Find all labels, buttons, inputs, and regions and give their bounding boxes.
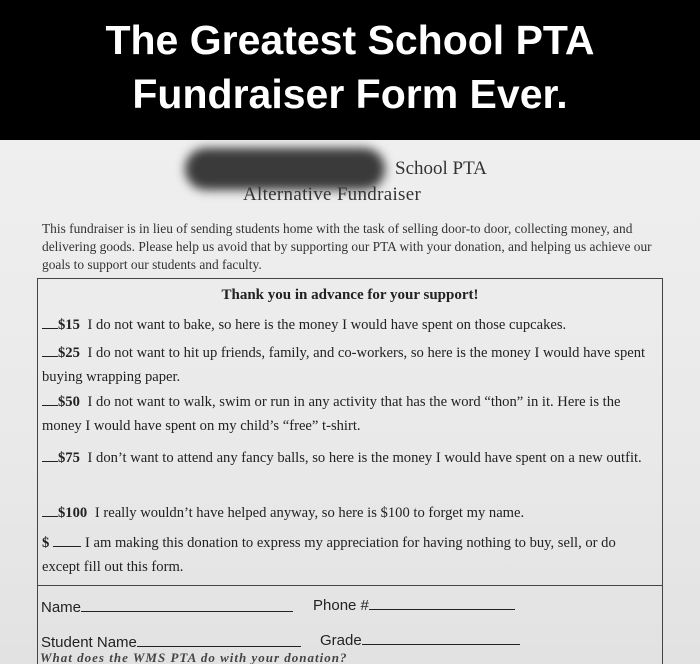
option-75[interactable] [42, 446, 652, 470]
custom-amount-blank[interactable] [53, 533, 81, 547]
form-header-school: School PTA [395, 158, 487, 179]
student-name-field[interactable] [41, 632, 301, 651]
grade-field[interactable] [320, 630, 520, 649]
option-100[interactable] [42, 501, 652, 525]
thanks-heading: Thank you in advance for your support! [221, 287, 479, 303]
option-text: I do not want to bake, so here is the money I would have spent on those cupcakes. [87, 317, 567, 333]
option-25[interactable] [42, 341, 652, 389]
form-intro-text: This fundraiser is in lieu of sending students home with the task of selling door-to door, collecting money, and delivering goods. Please help us avoid that by supporting our PTA with your donation, and helping us achieve our goals to support our students and faculty. [42, 221, 652, 272]
grade-label: Grade [320, 632, 362, 649]
student-name-label: Student Name [41, 634, 137, 651]
name-label: Name [41, 599, 82, 616]
option-amount: $75 [58, 450, 80, 466]
name-input-line[interactable] [81, 597, 293, 612]
banner-title-line-1: The Greatest School PTA [105, 17, 595, 63]
option-50[interactable] [42, 390, 652, 438]
option-15[interactable] [42, 313, 652, 337]
checkbox-blank[interactable] [42, 448, 58, 462]
option-amount: $50 [58, 394, 80, 410]
title-banner [0, 0, 700, 140]
option-text: I do not want to walk, swim or run in any activity that has the word “thon” in it. Here is the money I would have spent on my child’s “free” t-shirt. [42, 394, 621, 434]
option-text: I don’t want to attend any fancy balls, so here is the money I would have spent on a new outfit. [87, 450, 642, 466]
student-name-input-line[interactable] [137, 632, 301, 647]
form-header-title: Alternative Fundraiser [243, 184, 422, 205]
checkbox-blank[interactable] [42, 315, 58, 329]
option-amount: $ [42, 535, 50, 551]
option-custom-amount[interactable] [42, 531, 652, 579]
option-text: I really wouldn’t have helped anyway, so here is $100 to forget my name. [94, 505, 525, 521]
phone-label: Phone # [313, 597, 369, 614]
checkbox-blank[interactable] [42, 392, 58, 406]
section-divider [38, 585, 662, 586]
donation-options-box [37, 278, 663, 664]
banner-title-line-2: Fundraiser Form Ever. [132, 71, 568, 117]
option-amount: $25 [58, 345, 80, 361]
cut-off-question: What does the WMS PTA do with your donation? [40, 650, 348, 664]
option-text: I am making this donation to express my appreciation for having nothing to buy, sell, or do except fill out this form. [42, 535, 616, 575]
option-amount: $100 [58, 505, 88, 521]
fundraiser-form-paper [0, 140, 700, 664]
name-field[interactable] [41, 597, 293, 616]
grade-input-line[interactable] [362, 630, 520, 645]
option-text: I do not want to hit up friends, family, and co-workers, so here is the money I would have spent buying wrapping paper. [42, 345, 646, 385]
checkbox-blank[interactable] [42, 343, 58, 357]
phone-input-line[interactable] [369, 595, 515, 610]
checkbox-blank[interactable] [42, 503, 58, 517]
option-amount: $15 [58, 317, 80, 333]
phone-field[interactable] [313, 595, 515, 614]
